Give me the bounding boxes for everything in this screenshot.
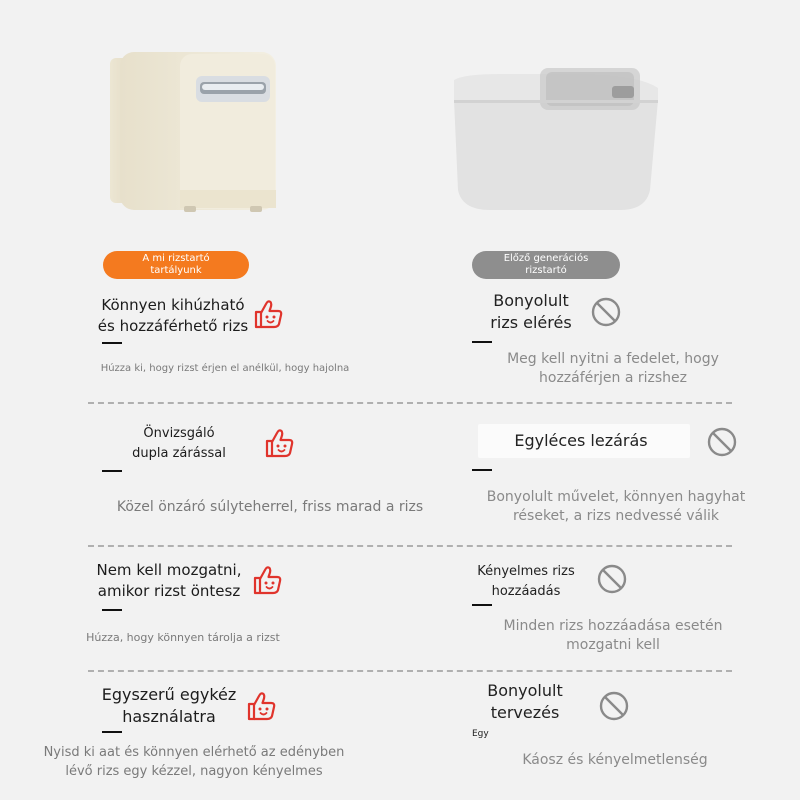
old-product-badge: [472, 251, 620, 279]
row2-right-desc: [460, 488, 772, 526]
accent-dash: [102, 731, 122, 733]
row1-left-title: [88, 295, 258, 337]
accent-dash: [102, 609, 122, 611]
prohibited-icon: [598, 690, 630, 722]
accent-dash: [102, 470, 122, 472]
title-line: Könnyen kihúzható: [101, 296, 245, 314]
title-line: hozzáadás: [491, 584, 561, 599]
row3-left-desc: Húzza, hogy könnyen tárolja a rizst: [86, 631, 280, 644]
desc-line: Minden rizs hozzáadása esetén: [503, 618, 723, 634]
old-rice-dispenser-image: [440, 40, 670, 220]
row2-left-title: [112, 424, 246, 464]
row4-right-small-text: Egy: [472, 729, 489, 739]
thumbs-up-icon: [251, 297, 285, 331]
title-line: tervezés: [490, 703, 560, 722]
row1-left-desc: Húzza ki, hogy rizst érjen el anélkül, hogy hajolna: [100, 363, 350, 374]
title-line: Nem kell mozgatni,: [96, 561, 242, 579]
accent-dash: [472, 469, 492, 471]
badge-line-1: Előző generációs: [503, 253, 589, 264]
row1-right-desc: [470, 350, 756, 388]
row4-left-desc: [30, 743, 358, 781]
dashed-separator: [88, 670, 732, 672]
accent-dash: [472, 341, 492, 343]
desc-line: hozzáférjen a rizshez: [539, 370, 687, 386]
desc-line: réseket, a rizs nedvessé válik: [512, 508, 720, 524]
desc-line: Nyisd ki aat és könnyen elérhető az edényben: [43, 745, 345, 760]
accent-dash: [102, 342, 122, 344]
title-line: Bonyolult: [493, 291, 569, 310]
title-line: és hozzáférhető rizs: [97, 317, 249, 335]
badge-line-2: rizstartó: [525, 265, 567, 276]
row1-right-title: [468, 290, 594, 334]
thumbs-up-icon: [262, 426, 296, 460]
badge-line-1: A mi rizstartó: [142, 253, 210, 264]
desc-line: lévő rizs egy kézzel, nagyon kényelmes: [65, 764, 323, 779]
row2-left-desc: Közel önzáró súlyteherrel, friss marad a rizs: [116, 499, 424, 515]
desc-line: mozgatni kell: [566, 637, 660, 653]
desc-line: Meg kell nyitni a fedelet, hogy: [507, 351, 719, 367]
title-line: Egyszerű egykéz: [101, 685, 237, 704]
thumbs-up-icon: [250, 563, 284, 597]
row2-right-title: Egyléces lezárás: [514, 431, 648, 450]
accent-dash: [472, 604, 492, 606]
title-line: Bonyolult: [487, 681, 563, 700]
title-line: amikor rizst öntesz: [97, 582, 241, 600]
title-line: dupla zárással: [132, 446, 226, 461]
row3-left-title: [86, 560, 252, 602]
desc-line: Bonyolult művelet, könnyen hagyhat: [486, 489, 746, 505]
row4-right-desc: Káosz és kényelmetlenség: [522, 752, 708, 768]
prohibited-icon: [596, 563, 628, 595]
thumbs-up-icon: [244, 689, 278, 723]
row4-left-title: [92, 684, 246, 728]
row4-right-title: [470, 680, 580, 724]
title-line: Önvizsgáló: [143, 426, 215, 441]
row3-right-title: [466, 562, 586, 602]
dashed-separator: [88, 545, 732, 547]
prohibited-icon: [706, 426, 738, 458]
row3-right-desc: [480, 617, 746, 655]
badge-line-2: tartályunk: [150, 265, 202, 276]
title-line: Kényelmes rizs: [477, 564, 575, 579]
our-product-badge: [103, 251, 249, 279]
dashed-separator: [88, 402, 732, 404]
prohibited-icon: [590, 296, 622, 328]
our-rice-dispenser-image: [100, 40, 280, 220]
title-line: használatra: [122, 707, 216, 726]
title-line: rizs elérés: [490, 313, 572, 332]
